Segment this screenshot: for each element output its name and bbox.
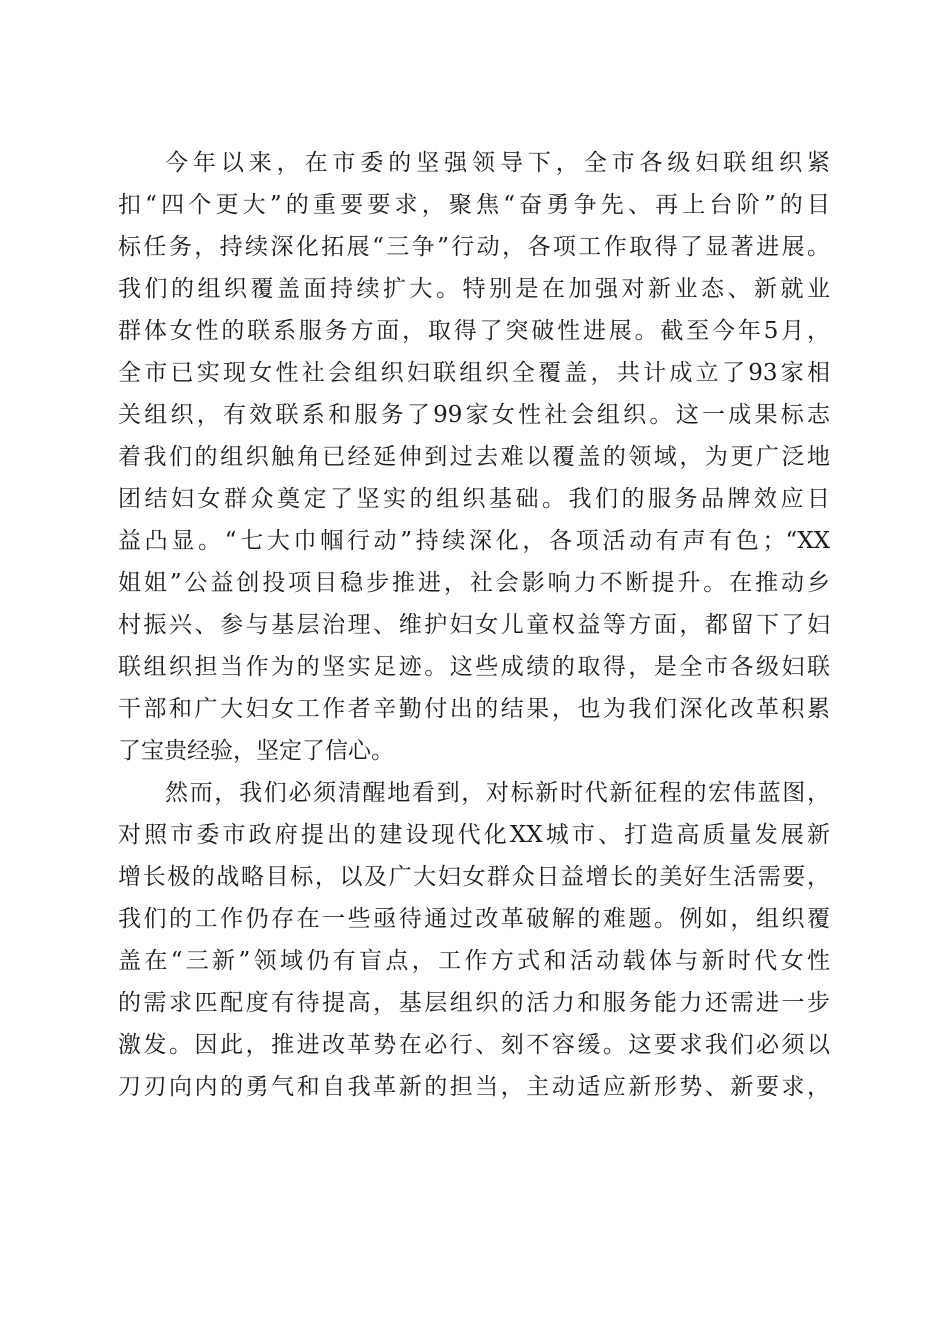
paragraph-2-line-5: 盖在“三新”领域仍有盲点，工作方式和活动载体与新时代女性 [118,948,830,974]
paragraph-2-line-3: 增长极的战略目标，以及广大妇女群众日益增长的美好生活需要， [118,864,830,890]
paragraph-1-line-2: 扣“四个更大”的重要要求，聚焦“奋勇争先、再上台阶”的目 [118,192,830,218]
paragraph-1-line-3: 标任务，持续深化拓展“三争”行动，各项工作取得了显著进展。 [118,234,830,260]
paragraph-2-line-4: 我们的工作仍存在一些亟待通过改革破解的难题。例如，组织覆 [118,906,830,932]
paragraph-1-line-8: 着我们的组织触角已经延伸到过去难以覆盖的领域，为更广泛地 [118,444,830,470]
paragraph-2-line-2: 对照市委市政府提出的建设现代化XX城市、打造高质量发展新 [118,822,830,848]
paragraph-1-line-15: 了宝贵经验，坚定了信心。 [118,738,394,764]
paragraph-1-line-6: 全市已实现女性社会组织妇联组织全覆盖，共计成立了93家相 [118,360,830,386]
paragraph-1-line-5: 群体女性的联系服务方面，取得了突破性进展。截至今年5月， [118,318,830,344]
paragraph-1-line-1: 今年以来，在市委的坚强领导下，全市各级妇联组织紧 [165,150,830,176]
paragraph-1-line-4: 我们的组织覆盖面持续扩大。特别是在加强对新业态、新就业 [118,276,830,302]
paragraph-2-line-8: 刀刃向内的勇气和自我革新的担当，主动适应新形势、新要求， [118,1074,830,1100]
paragraph-1-line-13: 联组织担当作为的坚实足迹。这些成绩的取得，是全市各级妇联 [118,654,830,680]
paragraph-1-line-7: 关组织，有效联系和服务了99家女性社会组织。这一成果标志 [118,402,830,428]
paragraph-1-line-11: 姐姐”公益创投项目稳步推进，社会影响力不断提升。在推动乡 [118,570,830,596]
paragraph-1-line-12: 村振兴、参与基层治理、维护妇女儿童权益等方面，都留下了妇 [118,612,830,638]
paragraph-1-line-14: 干部和广大妇女工作者辛勤付出的结果，也为我们深化改革积累 [118,696,830,722]
paragraph-2-line-6: 的需求匹配度有待提高，基层组织的活力和服务能力还需进一步 [118,990,830,1016]
paragraph-2-line-7: 激发。因此，推进改革势在必行、刻不容缓。这要求我们必须以 [118,1032,830,1058]
paragraph-1-line-9: 团结妇女群众奠定了坚实的组织基础。我们的服务品牌效应日 [118,486,830,512]
paragraph-2-line-1: 然而，我们必须清醒地看到，对标新时代新征程的宏伟蓝图， [165,780,830,806]
paragraph-1-line-10: 益凸显。“七大巾帼行动”持续深化，各项活动有声有色；“XX [118,528,830,554]
